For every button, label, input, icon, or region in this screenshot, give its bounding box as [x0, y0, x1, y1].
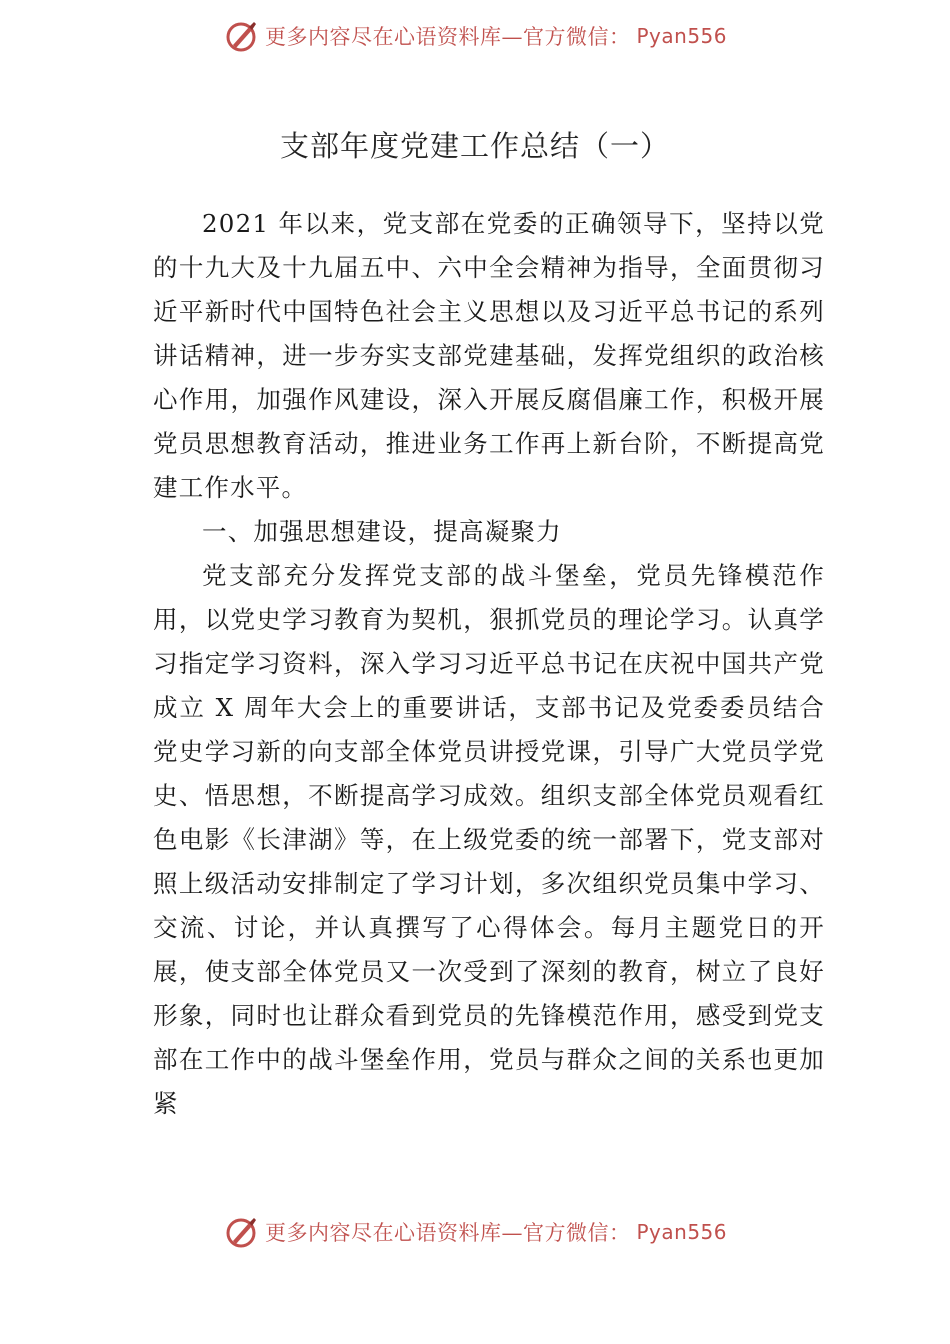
intro-paragraph: 2021 年以来，党支部在党委的正确领导下，坚持以党的十九大及十九届五中、六中全会精神为指导，全面贯彻习近平新时代中国特色社会主义思想以及习近平总书记的系列讲话精神，进一步夯实支部党建基础，发挥党组织的政治核心作用，加强作风建设，深入开展反腐倡廉工作，积极开展党员思想教育活动，推进业务工作再上新台阶，不断提高党建工作水平。 [153, 209, 825, 502]
watermark-wechat-id: Pyan556 [636, 24, 727, 48]
section-paragraph: 党支部充分发挥党支部的战斗堡垒，党员先锋模范作用，以党史学习教育为契机，狠抓党员的理论学习。认真学习指定学习资料，深入学习习近平总书记在庆祝中国共产党成立 X 周年大会上的重要讲话，支部书记及党委委员结合党史学习新的向支部全体党员讲授党课，引导广大党员学党史、悟思想，不断提高学习成效。组织支部全体党员观看红色电影《长津湖》等，在上级党委的统一部署下，党支部对照上级活动安排制定了学习计划，多次组织党员集中学习、交流、讨论，并认真撰写了心得体会。每月主题党日的开展，使支部全体党员又一次受到了深刻的教育，树立了良好形象，同时也让群众看到党员的先锋模范作用，感受到党支部在工作中的战斗堡垒作用，党员与群众之间的关系也更加紧 [153, 561, 825, 1118]
watermark-wechat-id: Pyan556 [636, 1220, 727, 1244]
pen-logo-icon [223, 1214, 259, 1250]
pen-logo-icon [223, 18, 259, 54]
footer-watermark [0, 1212, 950, 1252]
section-heading: 一、加强思想建设，提高凝聚力 [202, 517, 562, 546]
document-title: 支部年度党建工作总结（一） [279, 129, 670, 163]
header-watermark [0, 16, 950, 56]
watermark-text: 更多内容尽在心语资料库—官方微信： [264, 1221, 631, 1245]
document-body [153, 202, 825, 1126]
watermark-text: 更多内容尽在心语资料库—官方微信： [264, 25, 631, 49]
